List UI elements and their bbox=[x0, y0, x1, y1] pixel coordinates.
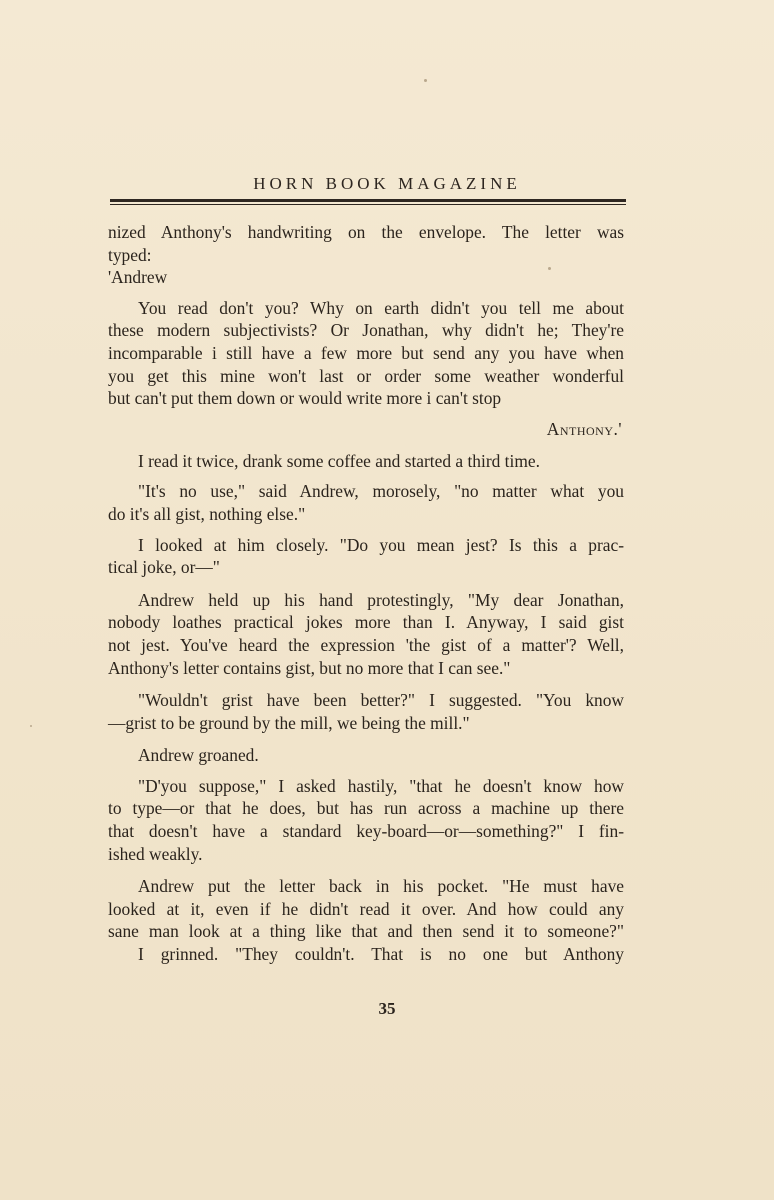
header-rule-thick bbox=[110, 199, 626, 202]
paper-speck bbox=[30, 725, 32, 727]
text-line: I read it twice, drank some coffee and started a third time. bbox=[138, 450, 540, 471]
letter-salutation: 'Andrew bbox=[108, 267, 168, 288]
header-rule-thin bbox=[110, 204, 626, 205]
letter-line: but can't put them down or would write more i can't stop bbox=[108, 388, 502, 409]
body-text bbox=[108, 221, 624, 966]
text-line: not jest. You've heard the expression 'the gist of a matter'? Well, bbox=[108, 634, 624, 655]
text-line: "Wouldn't grist have been better?" I suggested. "You know bbox=[138, 690, 624, 711]
text-line: nobody loathes practical jokes more than I. Anyway, I said gist bbox=[108, 612, 624, 633]
letter-line: these modern subjectivists? Or Jonathan, why didn't he; They're bbox=[108, 320, 624, 341]
running-head: HORN BOOK MAGAZINE bbox=[253, 174, 521, 193]
text-line: "D'you suppose," I asked hastily, "that he doesn't know how bbox=[138, 775, 624, 796]
text-line: Andrew held up his hand protestingly, "My dear Jonathan, bbox=[138, 589, 624, 610]
text-line: "It's no use," said Andrew, morosely, "no matter what you bbox=[138, 481, 624, 502]
text-line: I looked at him closely. "Do you mean jest? Is this a prac- bbox=[138, 534, 624, 555]
text-line: —grist to be ground by the mill, we being the mill." bbox=[108, 712, 470, 733]
paper-speck bbox=[548, 267, 551, 270]
text-line: do it's all gist, nothing else." bbox=[108, 503, 306, 524]
text-line: that doesn't have a standard key-board—or—something?" I fin- bbox=[108, 821, 624, 842]
letter-line: incomparable i still have a few more but send any you have when bbox=[108, 342, 624, 363]
text-line: Andrew groaned. bbox=[138, 745, 259, 766]
text-line: ished weakly. bbox=[108, 843, 203, 864]
paper-speck bbox=[424, 79, 427, 82]
text-line: nized Anthony's handwriting on the envelope. The letter was bbox=[108, 222, 624, 242]
page-number: 35 bbox=[378, 999, 396, 1018]
letter-signature: Anthony.' bbox=[546, 418, 622, 439]
text-line: Andrew put the letter back in his pocket. "He must have bbox=[138, 876, 624, 897]
text-line: tical joke, or—" bbox=[108, 557, 220, 578]
text-line: looked at it, even if he didn't read it over. And how could any bbox=[108, 898, 624, 919]
text-line: sane man look at a thing like that and then send it to someone?" bbox=[108, 921, 624, 942]
text-line: Anthony's letter contains gist, but no more that I can see." bbox=[108, 657, 511, 678]
text-line: I grinned. "They couldn't. That is no one but Anthony bbox=[138, 944, 624, 965]
letter-line: You read don't you? Why on earth didn't you tell me about bbox=[138, 297, 624, 318]
text-line: to type—or that he does, but has run across a machine up there bbox=[108, 798, 624, 819]
letter-line: you get this mine won't last or order some weather wonderful bbox=[108, 365, 624, 386]
text-line: typed: bbox=[108, 244, 152, 265]
